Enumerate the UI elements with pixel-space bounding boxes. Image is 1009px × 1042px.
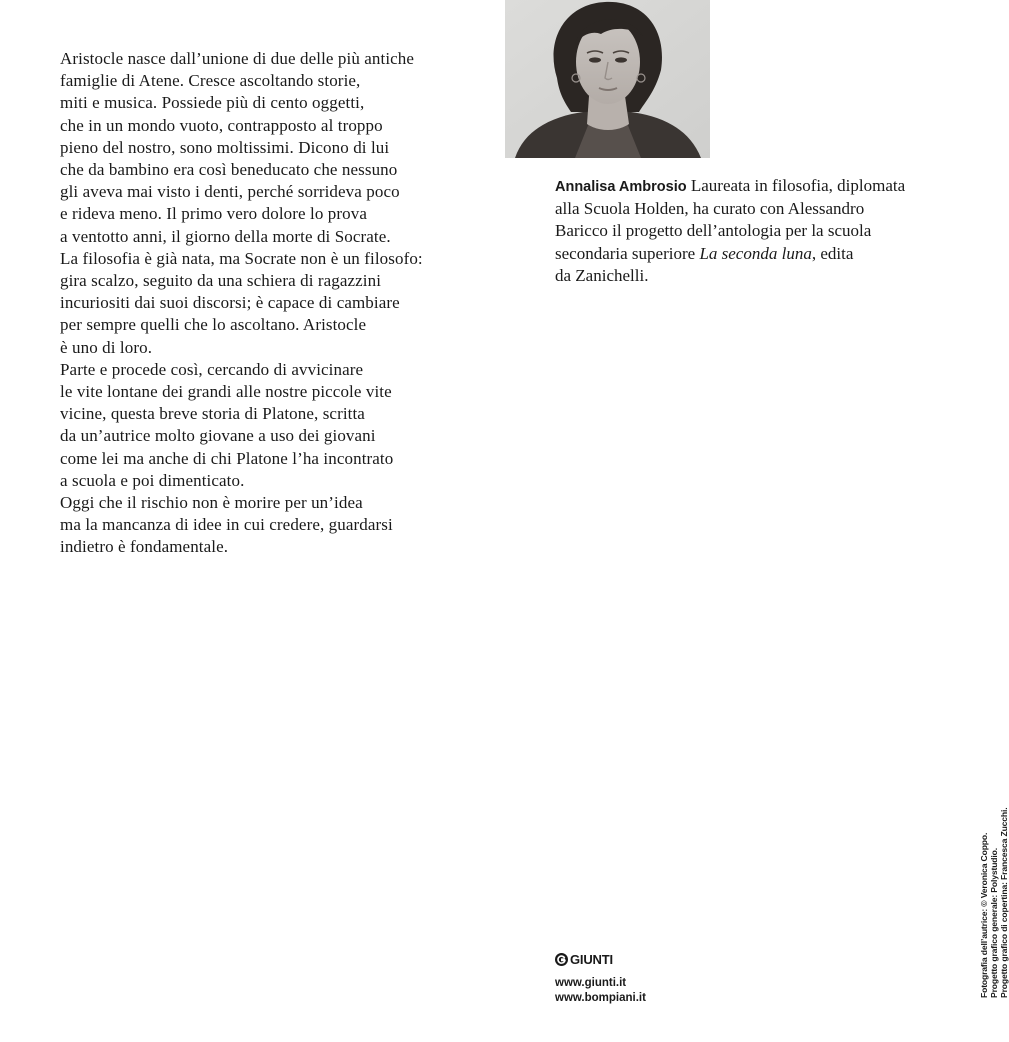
synopsis-line: indietro è fondamentale.	[60, 537, 229, 557]
synopsis-line: Aristocle nasce dall’unione di due delle più antiche	[60, 49, 415, 68]
synopsis-line: è uno di loro.	[60, 337, 153, 357]
author-bio-text: , edita	[811, 243, 854, 263]
publisher-logo-text: GIUNTI	[570, 951, 613, 967]
synopsis-line: Oggi che il rischio non è morire per un’idea	[60, 493, 363, 513]
synopsis-line: come lei ma anche di chi Platone l’ha incontrato	[60, 448, 394, 468]
author-bio-text: secondaria superiore	[555, 243, 700, 263]
credit-line: Progetto grafico di copertina: Francesca Zucchi.	[999, 807, 1009, 998]
url-giunti-link[interactable]: www.giunti.it	[555, 977, 627, 989]
credits	[979, 808, 1009, 999]
author-bio-text: Laureata in filosofia, diplomata	[686, 176, 906, 195]
synopsis-line: famiglie di Atene. Cresce ascoltando storie,	[60, 71, 361, 91]
synopsis-text	[60, 48, 460, 559]
publisher-logo	[555, 949, 613, 969]
author-bio-line	[555, 175, 955, 198]
giunti-g-icon	[555, 953, 568, 966]
synopsis-line: La filosofia è già nata, ma Socrate non è un filosofo:	[60, 248, 423, 268]
synopsis-line: e rideva meno. Il primo vero dolore lo prova	[60, 204, 367, 224]
publisher-urls	[555, 976, 646, 1006]
author-name: Annalisa Ambrosio	[555, 179, 687, 195]
credit-line: Progetto grafico generale: Polystudio.	[989, 848, 999, 998]
synopsis-line: da un’autrice molto giovane a uso dei giovani	[60, 426, 376, 446]
credit-line: Fotografia dell’autrice: © Veronica Coppo.	[979, 832, 989, 998]
author-bio	[555, 175, 955, 287]
author-bio-line: da Zanichelli.	[555, 265, 649, 285]
synopsis-line: a ventotto anni, il giorno della morte di Socrate.	[60, 226, 391, 246]
synopsis-line: Parte e procede così, cercando di avvicinare	[60, 359, 364, 379]
synopsis-line: che da bambino era così beneducato che nessuno	[60, 160, 398, 180]
author-bio-line	[555, 243, 955, 265]
url-bompiani-link[interactable]: www.bompiani.it	[555, 992, 646, 1004]
synopsis-line: vicine, questa breve storia di Platone, scritta	[60, 404, 365, 424]
synopsis-line: a scuola e poi dimenticato.	[60, 470, 245, 490]
synopsis-line: per sempre quelli che lo ascoltano. Aristocle	[60, 315, 367, 335]
author-bio-line: alla Scuola Holden, ha curato con Alessandro	[555, 199, 865, 219]
author-photo	[505, 0, 710, 158]
synopsis-line: gli aveva mai visto i denti, perché sorrideva poco	[60, 182, 400, 202]
synopsis-line: pieno del nostro, sono moltissimi. Dicono di lui	[60, 137, 390, 157]
synopsis-line: miti e musica. Possiede più di cento oggetti,	[60, 93, 365, 113]
synopsis-line: che in un mondo vuoto, contrapposto al troppo	[60, 115, 383, 135]
synopsis-line: incuriositi dai suoi discorsi; è capace di cambiare	[60, 293, 400, 313]
synopsis-line: gira scalzo, seguito da una schiera di ragazzini	[60, 271, 382, 291]
synopsis-line: ma la mancanza di idee in cui credere, guardarsi	[60, 515, 393, 535]
book-title: La seconda luna	[699, 243, 812, 263]
author-bio-line: Baricco il progetto dell’antologia per la scuola	[555, 221, 872, 241]
synopsis-line: le vite lontane dei grandi alle nostre piccole vite	[60, 382, 392, 402]
